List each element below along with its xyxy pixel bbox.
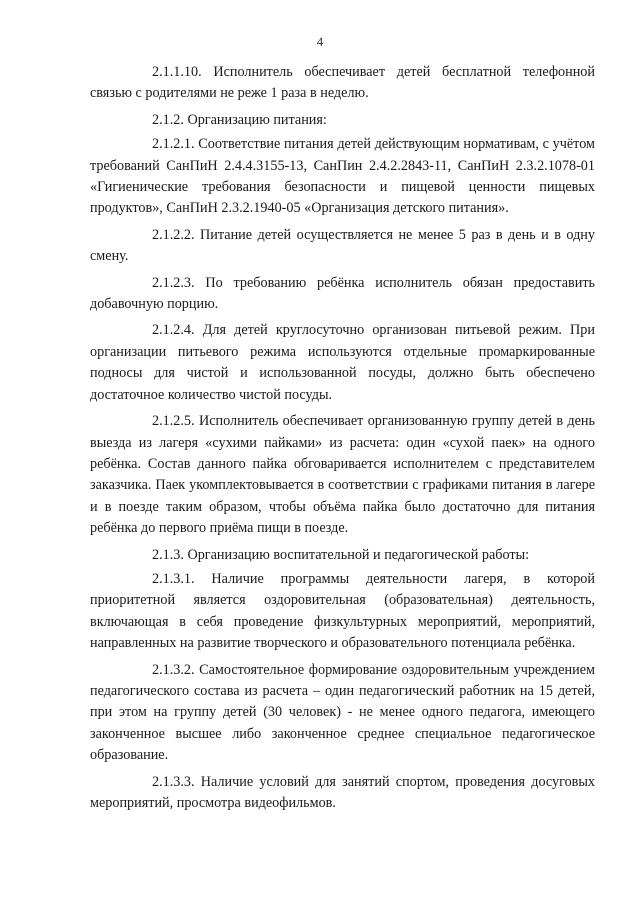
clause-2-1-2-4: 2.1.2.4. Для детей круглосуточно организован питьевой режим. При организации питьевого режима используются отдельные промаркированные подносы для чистой и использованной посуды, должно быть обеспечено достаточное количество чистой посуды. [90,322,595,403]
section-2-1-2-heading: 2.1.2. Организацию питания: [152,111,327,128]
clause-2-1-2-1: 2.1.2.1. Соответствие питания детей действующим нормативам, с учётом требований СанПиН 2.4.4.3155-13, СанПин 2.4.2.2843-11, СанПиН 2.3.2.1078-01 «Гигиенические требования безопасности и пищевой ценности пищевых продуктов», СанПиН 2.3.2.1940-05 «Организация детского питания». [90,136,595,217]
section-2-1-3-heading: 2.1.3. Организацию воспитательной и педагогической работы: [152,546,530,563]
clause-2-1-3-2: 2.1.3.2. Самостоятельное формирование оздоровительным учреждением педагогического состава из расчета – один педагогический работник на 15 детей, при этом на группу детей (30 человек) - не менее одного педагога, имеющего законченное высшее либо законченное среднее специальное педагогическое образование. [90,661,595,764]
clause-2-1-2-5: 2.1.2.5. Исполнитель обеспечивает организованную группу детей в день выезда из лагеря «сухими пайками» из расчета: один «сухой паек» на одного ребёнка. Состав данного пайка обговаривается исполнителем с представителем заказчика. Паек укомплектовывается в соответствии с графиками питания в лагере и в поезде таким образом, чтобы объёма пайка было достаточно для питания ребёнка до первого приёма пищи в поезде. [90,413,595,537]
clause-2-1-2-3: 2.1.2.3. По требованию ребёнка исполнитель обязан предоставить добавочную порцию. [90,274,595,313]
clause-2-1-3-1: 2.1.3.1. Наличие программы деятельности лагеря, в которой приоритетной является оздоровительная (образовательная) деятельность, включающая в себя проведение физкультурных мероприятий, мероприятий, направленных на развитие творческого и образовательного потенциала ребёнка. [90,570,595,652]
clause-2-1-2-2: 2.1.2.2. Питание детей осуществляется не менее 5 раз в день и в одну смену. [90,226,595,265]
document-body [90,62,595,819]
clause-2-1-1-10: 2.1.1.10. Исполнитель обеспечивает детей бесплатной телефонной связью с родителями не реже 1 раза в неделю. [90,64,595,102]
clause-2-1-3-3: 2.1.3.3. Наличие условий для занятий спортом, проведения досуговых мероприятий, просмотра видеофильмов. [90,773,595,811]
page-number: 4 [316,34,324,49]
